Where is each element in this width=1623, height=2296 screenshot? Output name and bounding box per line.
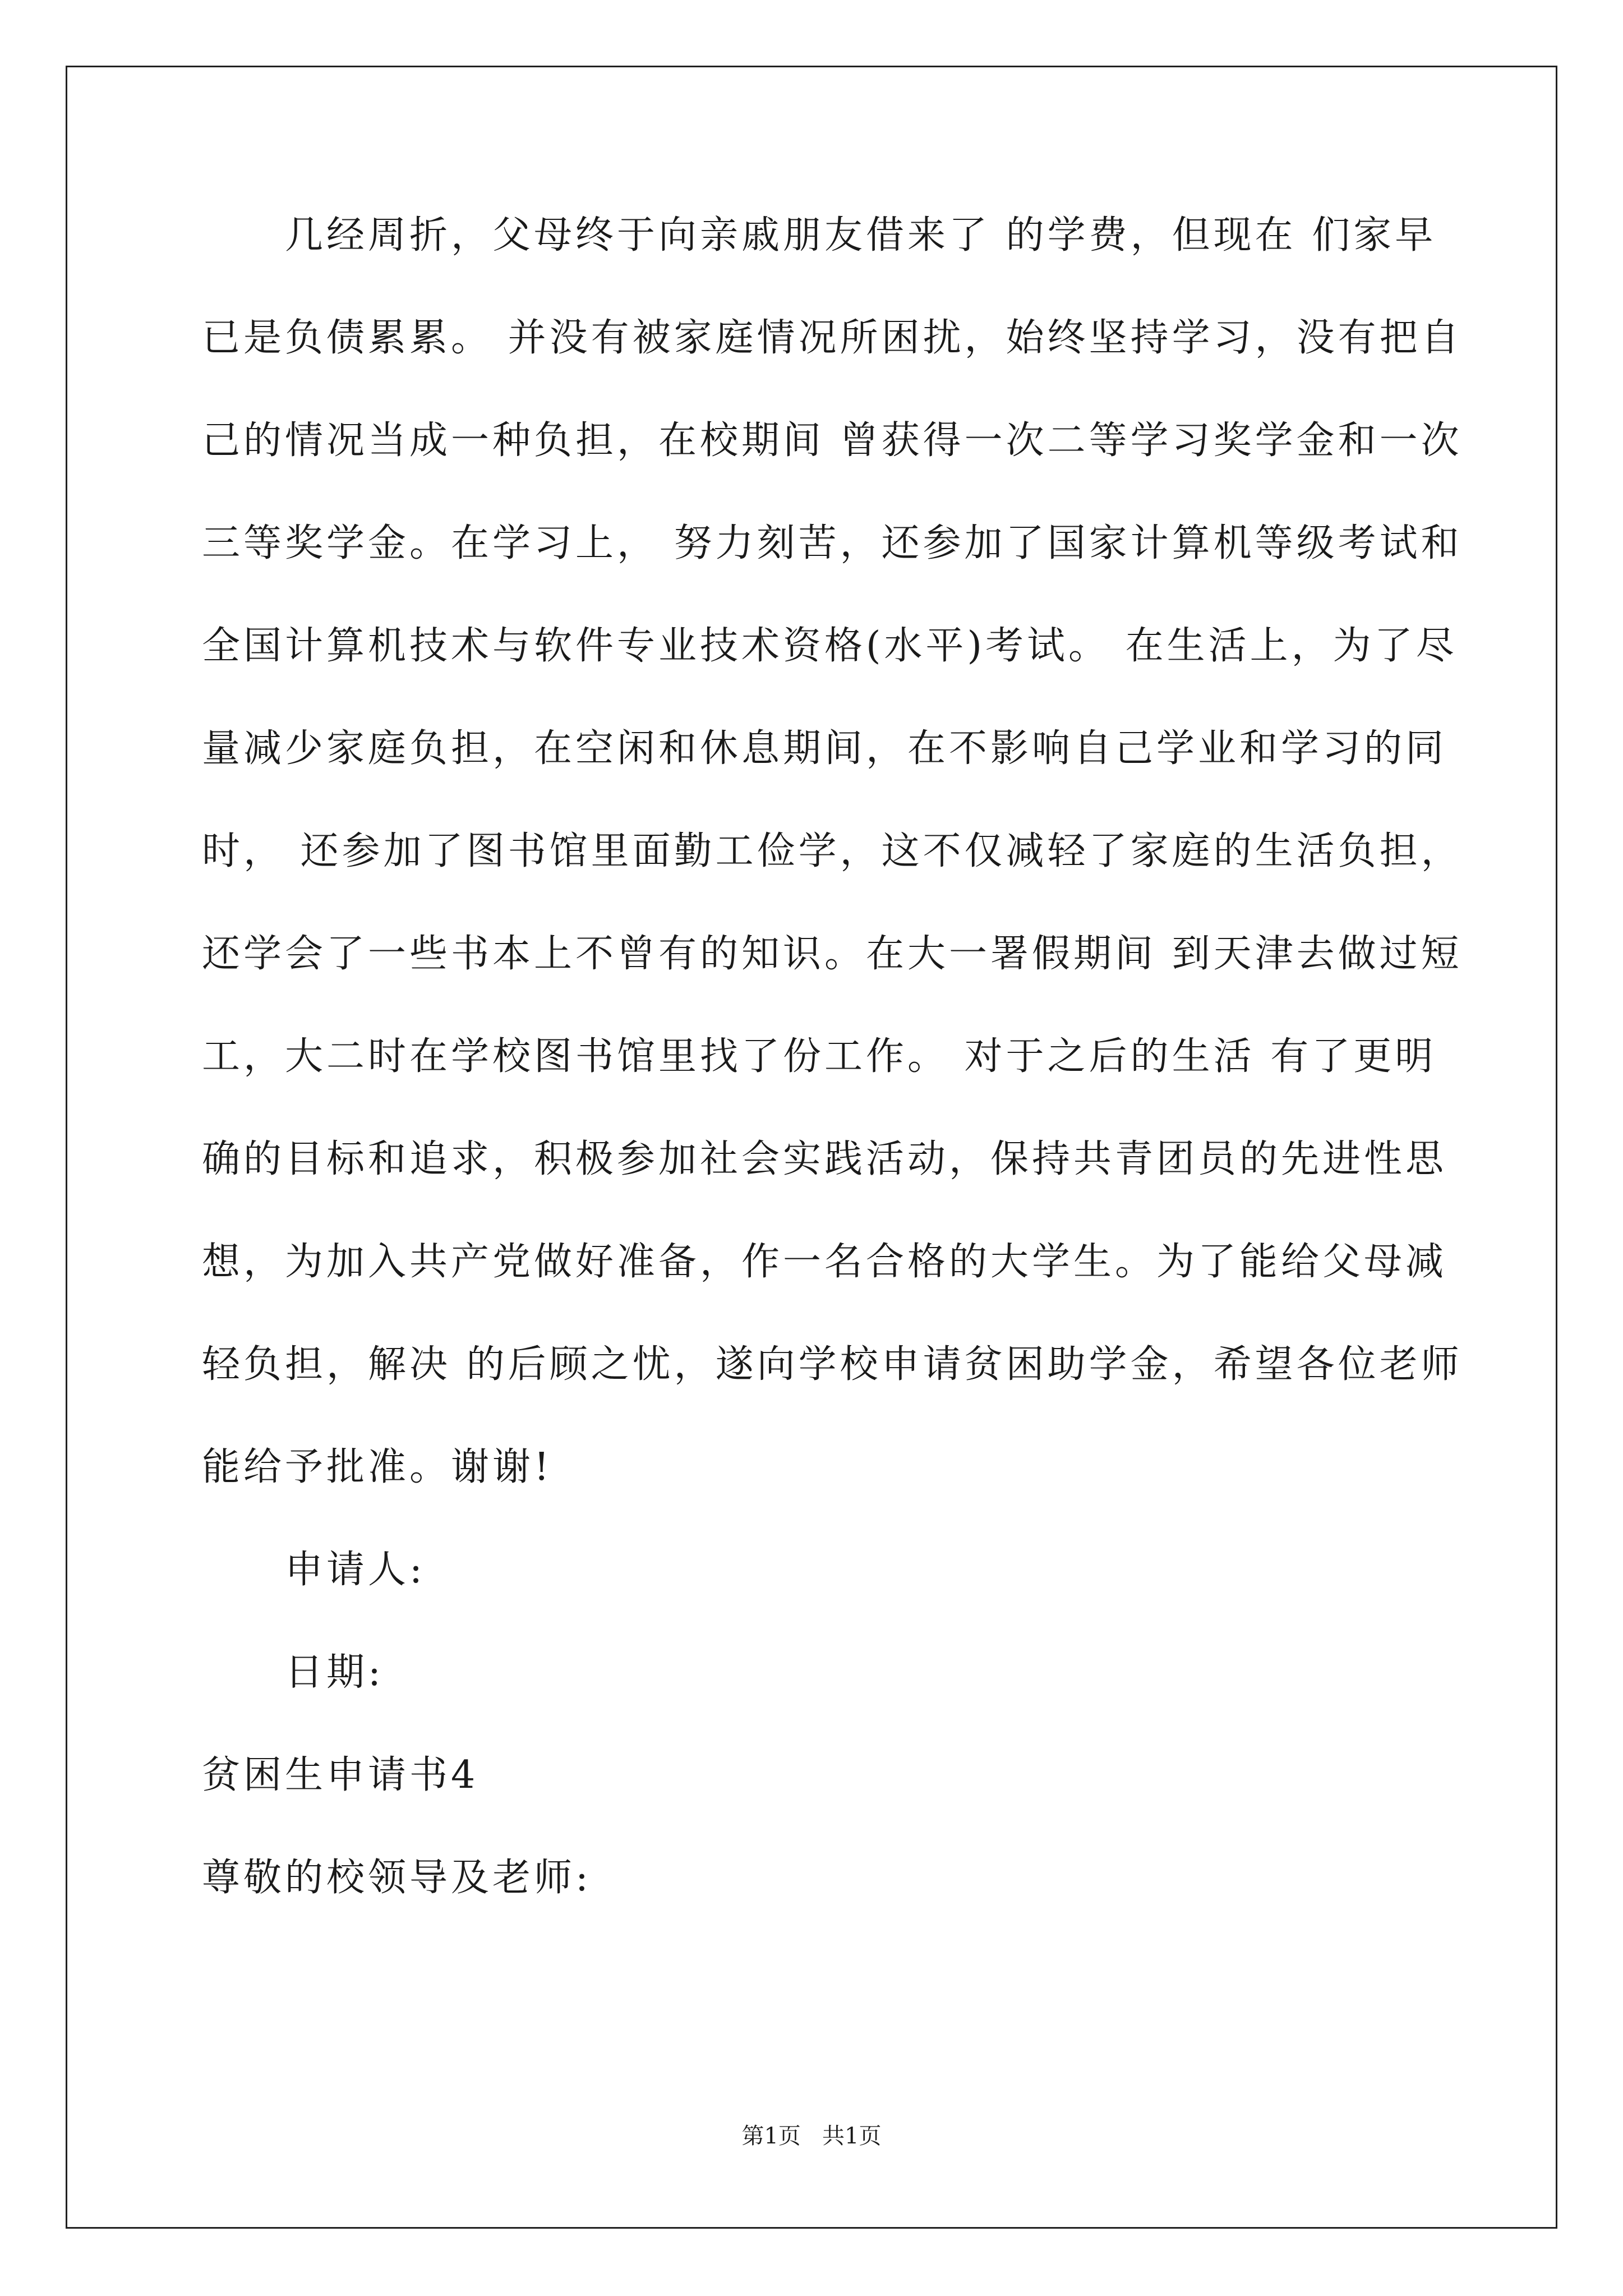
- paragraph-line: 三等奖学金。在学习上， 努力刻苦，还参加了国家计算机等级考试和: [202, 521, 1463, 565]
- paragraph-line: 想，为加入共产党做好准备，作一名合格的大学生。为了能给父母减: [202, 1240, 1447, 1284]
- date-label: 日期:: [285, 1650, 384, 1695]
- salutation: 尊敬的校领导及老师:: [202, 1856, 592, 1900]
- paragraph-line: 轻负担，解决 的后顾之忧，遂向学校申请贫困助学金，希望各位老师: [202, 1342, 1463, 1387]
- paragraph-line: 能给予批准。谢谢!: [202, 1445, 553, 1489]
- paragraph-line: 工，大二时在学校图书馆里找了份工作。 对于之后的生活 有了更明: [202, 1034, 1437, 1079]
- paragraph-line: 还学会了一些书本上不曾有的知识。在大一署假期间 到天津去做过短: [202, 932, 1463, 976]
- paragraph-line: 几经周折，父母终于向亲戚朋友借来了 的学费，但现在 们家早: [285, 213, 1437, 257]
- paragraph-line: 量减少家庭负担，在空闲和休息期间，在不影响自己学业和学习的同: [202, 726, 1447, 771]
- paragraph-line: 己的情况当成一种负担，在校期间 曾获得一次二等学习奖学金和一次: [202, 418, 1463, 463]
- section-title: 贫困生申请书4: [202, 1753, 479, 1797]
- paragraph-line: 时， 还参加了图书馆里面勤工俭学，这不仅减轻了家庭的生活负担，: [202, 829, 1463, 873]
- paragraph-line: 全国计算机技术与软件专业技术资格(水平)考试。 在生活上，为了尽: [202, 624, 1458, 668]
- applicant-label: 申请人:: [285, 1548, 426, 1592]
- page-number-footer: 第1页 共1页: [741, 2123, 882, 2149]
- paragraph-line: 已是负债累累。 并没有被家庭情况所困扰，始终坚持学习，没有把自: [202, 316, 1463, 360]
- paragraph-line: 确的目标和追求，积极参加社会实践活动，保持共青团员的先进性思: [202, 1137, 1447, 1181]
